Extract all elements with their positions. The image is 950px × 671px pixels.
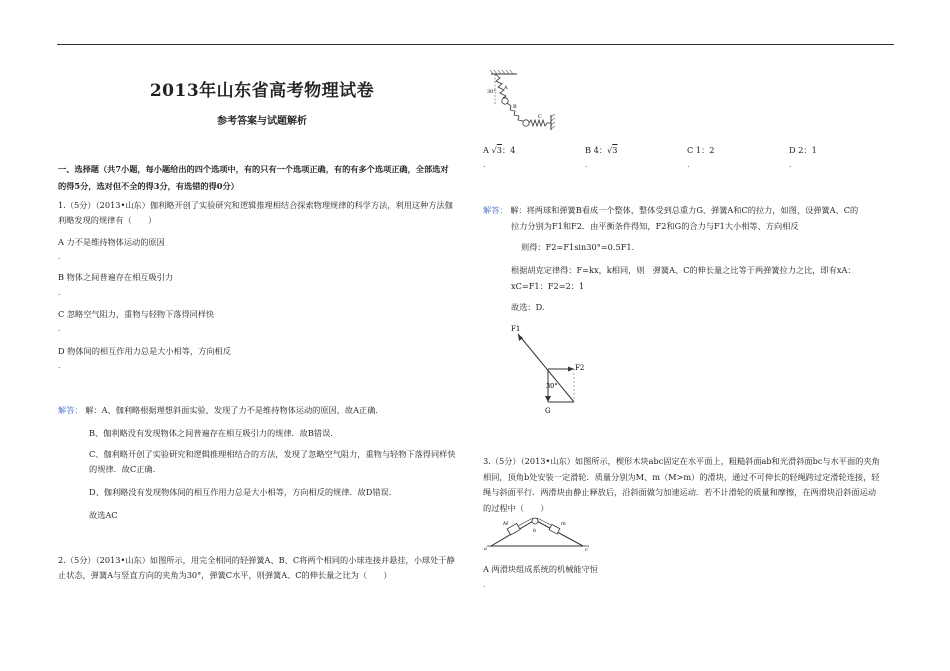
q1-option-d-dot: . [58, 361, 61, 370]
label-f2: F2 [575, 364, 585, 372]
label-m: m [561, 521, 566, 527]
q2-conclusion: 故选：D. [511, 302, 545, 312]
q2-option-b: B 4：√3 [585, 145, 618, 155]
label-f1: F1 [511, 325, 521, 333]
label-c: c [585, 547, 588, 553]
ceiling-hatch [490, 70, 513, 74]
q1-stem [58, 198, 458, 228]
label-spring-b: B [513, 104, 517, 110]
q2-answer-label: 解答： [483, 205, 508, 215]
label-M: M [503, 521, 509, 527]
label-g: G [545, 407, 551, 415]
section-heading [58, 161, 466, 195]
label-b: b [533, 528, 537, 534]
page-title: 2013年山东省高考物理试卷 [149, 81, 375, 101]
q3-stem-line1: 3.（5分）（2013•山东）如图所示，楔形木块abc固定在水平面上，粗糙斜面ab和光滑斜面bc与水平面的夹角 [483, 456, 880, 466]
q2-force-diagram [508, 322, 598, 417]
section-heading-line1: 一、选择题（共7小题，每小题给出的四个选项中，有的只有一个选项正确，有的有多个选项正确，全部选对 [58, 164, 449, 174]
q1-answer-c2: 的规律．故C正确. [89, 464, 156, 474]
force-f1-arrowhead [518, 334, 523, 341]
sqrt-icon: √ [491, 145, 497, 155]
header-rule [57, 44, 894, 45]
q2-spring-figure [483, 70, 593, 140]
q3-stem-line2: 相同，顶角b处安装一定滑轮．质量分别为M、m（M>m）的滑块，通过不可伸长的轻绳跨过定滑轮连接，轻 [483, 471, 880, 482]
q1-stem-line1: 1.（5分）（2013•山东）伽利略开创了实验研究和逻辑推理相结合探索物理规律的科学方法，利用这种方法伽 [58, 200, 453, 210]
section-heading-line2: 的得5分，选对但不全的得3分，有选错的得0分） [58, 181, 239, 191]
q2-answer-first [483, 202, 893, 218]
q2-option-c: C 1：2 [687, 145, 715, 155]
q1-option-d: D 物体间的相互作用力总是大小相等，方向相反 [58, 346, 231, 356]
q3-stem [483, 454, 893, 516]
q3-option-a: A 两滑块组成系统的机械能守恒 [483, 564, 598, 574]
force-g-arrowhead [545, 396, 551, 402]
q3-stem-line4: 的过程中（ ） [483, 502, 549, 513]
block-m [549, 524, 560, 534]
q1-option-b-dot: . [58, 288, 61, 297]
q1-option-a-dot: . [58, 252, 61, 261]
q2-answer-line4: 根据胡克定律得：F=kx，k相同，则 弹簧A、C的伸长量之比等于两弹簧拉力之比，即有xA： [511, 265, 856, 275]
q2-option-d-dot: . [789, 160, 792, 169]
q1-answer-label: 解答： [58, 405, 83, 415]
sqrt-icon: √ [607, 145, 613, 155]
q1-answer-first [58, 402, 466, 418]
q1-answer-c1: C、伽利略开创了实验研究和逻辑推理相结合的方法，发现了忽略空气阻力，重物与轻物下落得同样快 [89, 449, 456, 459]
q3-option-a-dot: . [483, 580, 486, 589]
q2-option-c-dot: . [687, 160, 690, 169]
page-subtitle: 参考答案与试题解析 [217, 116, 307, 127]
q2-stem-line2: 止状态，弹簧A与竖直方向的夹角为30°，弹簧C水平，则弹簧A、C的伸长量之比为（ ） [58, 570, 392, 580]
force-f2-arrowhead [568, 367, 574, 372]
spring-c [529, 120, 551, 126]
q2-answer-line1: 解：将两球和弹簧B看成一个整体，整体受到总重力G、弹簧A和C的拉力，如图，设弹簧A、C的 [510, 205, 859, 215]
q3-stem-line3: 绳与斜面平行．两滑块由静止释放后，沿斜面做匀加速运动．若不计滑轮的质量和摩擦，在两滑块沿斜面运动 [483, 487, 877, 497]
label-force-angle: 30° [546, 382, 558, 390]
label-spring-c: C [538, 114, 542, 120]
q2-option-d: D 2：1 [789, 145, 817, 155]
q1-option-a: A 力不是维持物体运动的原因 [58, 237, 165, 247]
label-a: a [484, 546, 487, 552]
q2-answer-line5: xC=F1：F2=2：1 [511, 281, 585, 291]
label-angle-30: 30° [487, 89, 496, 95]
label-spring-a: A [504, 85, 508, 91]
q2-answer-line3: 则得：F2=F1sin30°=0.5F1. [521, 242, 635, 252]
q2-option-a-dot: . [483, 160, 486, 169]
force-f1-line [518, 334, 574, 402]
q2-answer-line2: 拉力分别为F1和F2．由平衡条件得知，F2和G的合力与F1大小相等、方向相反 [511, 221, 799, 231]
q2-stem-line1: 2.（5分）（2013•山东）如图所示，用完全相同的轻弹簧A、B、C将两个相同的小球连接并悬挂，小球处于静 [58, 555, 455, 565]
q2-option-b-dot: . [585, 160, 588, 169]
q1-answer-b: B、伽利略没有发现物体之间普遍存在相互吸引力的规律．故B错误. [89, 428, 333, 438]
pulley [532, 518, 538, 524]
q1-conclusion: 故选AC [89, 510, 118, 520]
wall-hatch [551, 114, 555, 129]
q1-option-b: B 物体之间普遍存在相互吸引力 [58, 272, 174, 282]
q1-answer-d: D、伽利略没有发现物体间的相互作用力总是大小相等，方向相反的规律．故D错误. [89, 487, 392, 497]
ball-lower [523, 120, 529, 126]
q1-option-c-dot: . [58, 324, 61, 333]
q1-stem-line2: 利略发现的规律有（ ） [58, 215, 157, 225]
block-M [507, 523, 520, 535]
q1-answer-a: 解：A、伽利略根据理想斜面实验，发现了力不是维持物体运动的原因，故A正确. [85, 405, 378, 415]
q1-option-c: C 忽略空气阻力，重物与轻物下落得同样快 [58, 309, 215, 319]
q2-stem [58, 553, 458, 583]
rope-right [537, 518, 551, 525]
q3-wedge-figure [483, 512, 603, 557]
q2-option-a: A √3：4 [483, 145, 516, 155]
